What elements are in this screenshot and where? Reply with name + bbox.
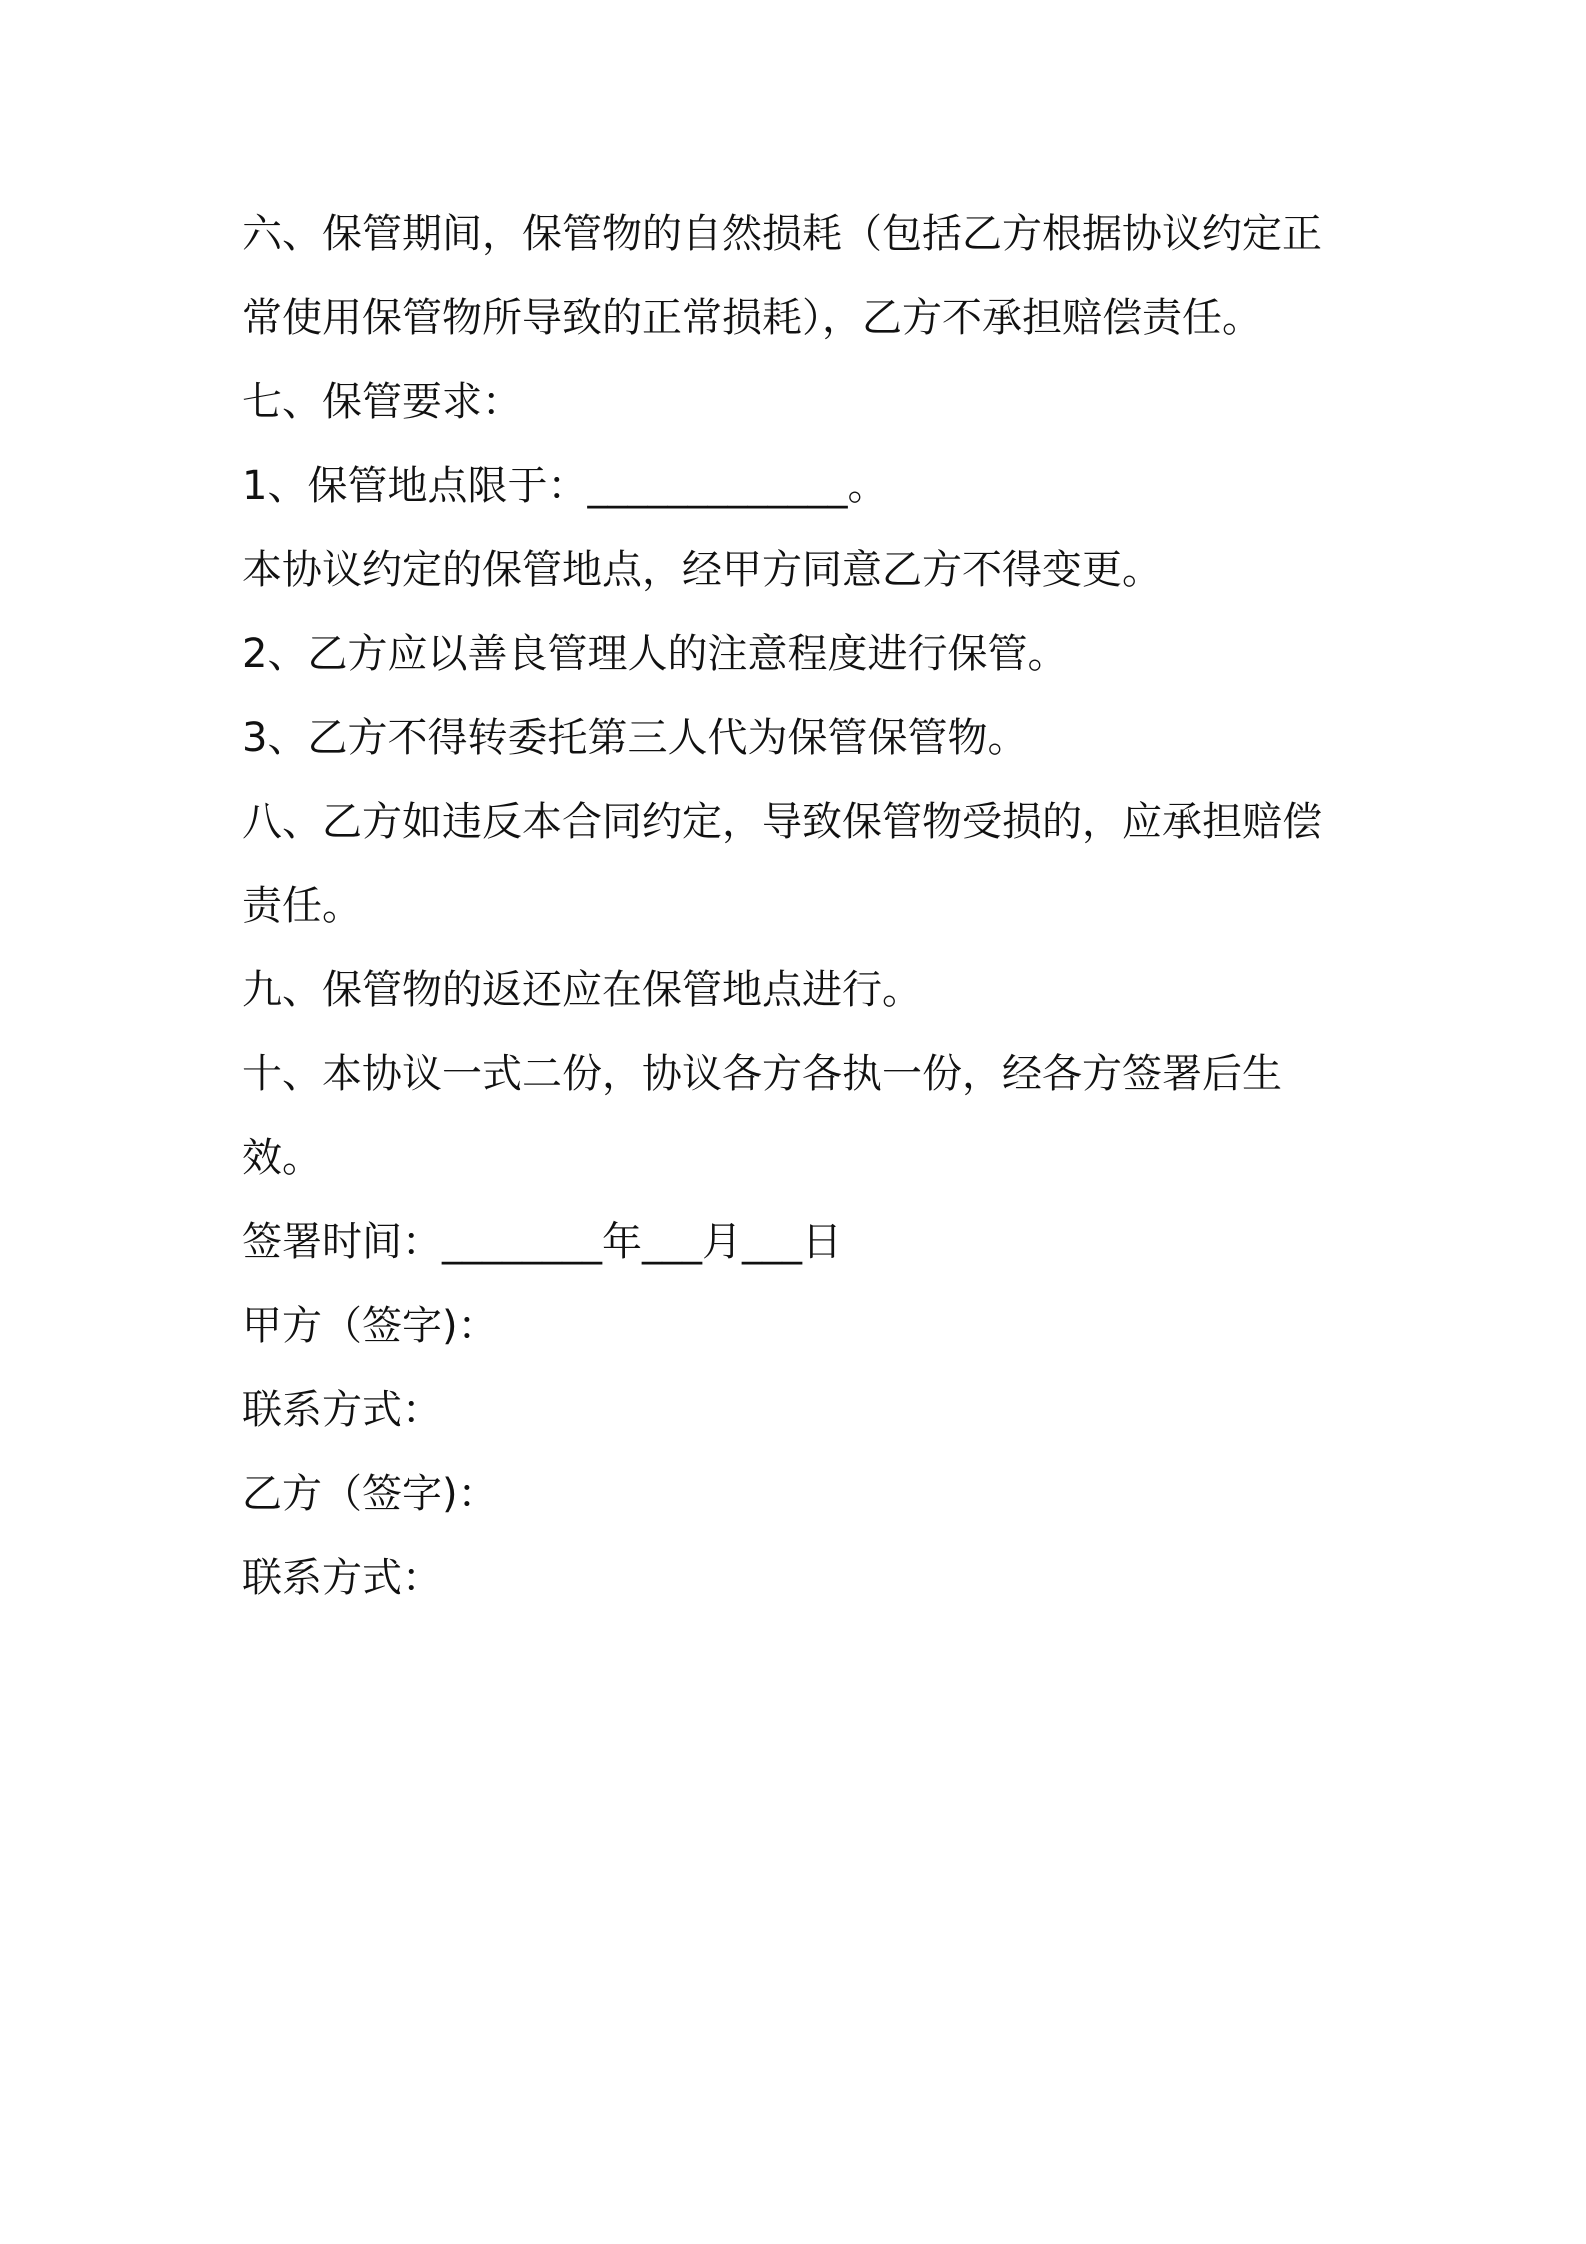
clause-seven-item-1: 1、保管地点限于：_____________。 (242, 463, 888, 509)
clause-ten: 十、本协议一式二份，协议各方各执一份，经各方签署后生效。 (242, 1051, 1282, 1181)
clause-nine: 九、保管物的返还应在保管地点进行。 (242, 967, 922, 1013)
party-b-signature: 乙方（签字)： (242, 1471, 498, 1517)
document-body (242, 192, 1362, 1620)
clause-seven-heading: 七、保管要求： (242, 379, 522, 425)
clause-seven-item-3: 3、乙方不得转委托第三人代为保管保管物。 (242, 715, 1028, 761)
signing-date: 签署时间：________年___月___日 (242, 1219, 842, 1265)
clause-six: 六、保管期间，保管物的自然损耗（包括乙方根据协议约定正常使用保管物所导致的正常损耗），乙方不承担赔偿责任。 (242, 211, 1322, 341)
clause-eight: 八、乙方如违反本合同约定，导致保管物受损的，应承担赔偿责任。 (242, 799, 1322, 929)
clause-seven-item-2: 2、乙方应以善良管理人的注意程度进行保管。 (242, 631, 1068, 677)
party-a-signature: 甲方（签字)： (242, 1303, 498, 1349)
clause-seven-location-note: 本协议约定的保管地点，经甲方同意乙方不得变更。 (242, 547, 1162, 593)
party-a-contact: 联系方式： (242, 1387, 442, 1433)
party-b-contact: 联系方式： (242, 1555, 442, 1601)
